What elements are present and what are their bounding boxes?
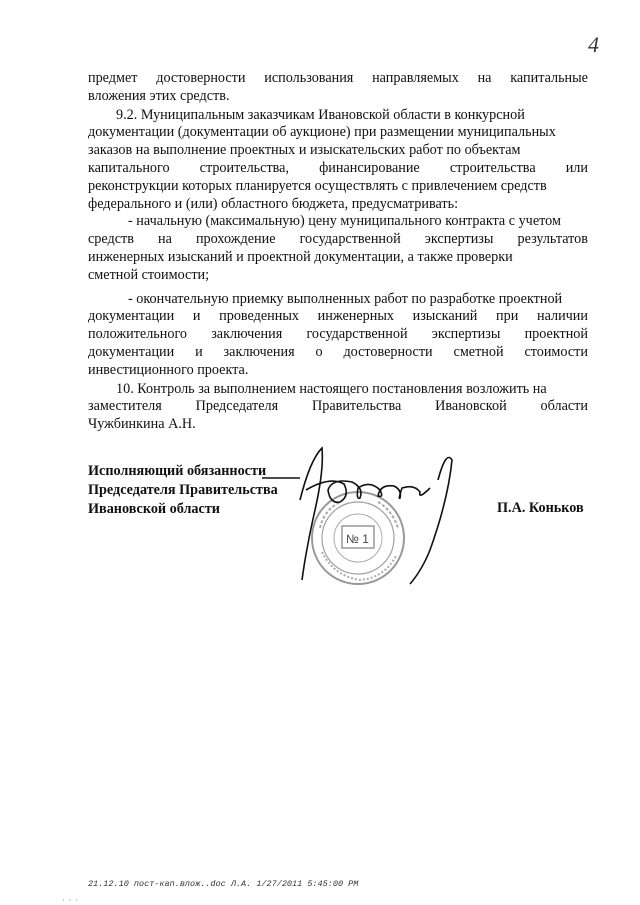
bullet-item-start: - начальную (максимальную) цену муниципального контракта с учетом	[128, 213, 561, 230]
signatory-name: П.А. Коньков	[497, 500, 584, 516]
text-line	[88, 308, 588, 326]
text-line	[88, 398, 588, 416]
word: на	[477, 70, 492, 86]
document-footer: 21.12.10 пост-кап.влож..doc Л.А. 1/27/2011 5:45:00 PM	[88, 879, 359, 889]
text-line	[88, 70, 588, 88]
word: на	[158, 231, 172, 248]
word: строительства	[449, 159, 536, 176]
word: средств	[88, 231, 134, 248]
page-number: 4	[588, 32, 599, 57]
word: наличии	[536, 308, 588, 325]
word: заключения	[223, 343, 295, 360]
word: проектной	[524, 326, 588, 343]
word: сметной	[453, 343, 504, 360]
paragraph-9-2-start: 9.2. Муниципальным заказчикам Ивановской области в конкурсной	[116, 106, 525, 123]
word: заключения	[211, 326, 283, 343]
word: экспертизы	[431, 326, 501, 343]
word: использования	[264, 70, 354, 86]
text-line: Чужбинкина А.Н.	[88, 416, 196, 433]
word: прохождение	[195, 231, 276, 248]
signatory-title-line: Ивановской области	[88, 501, 220, 517]
handwritten-signature	[262, 448, 452, 584]
word: экспертизы	[424, 231, 494, 248]
word: области	[540, 398, 588, 415]
word: направляемых	[372, 70, 459, 86]
word: изысканий	[412, 308, 478, 325]
word: стоимости	[524, 343, 588, 360]
word: государственной	[306, 326, 408, 343]
word: финансирование	[319, 159, 420, 176]
word: документации	[88, 308, 175, 325]
word: Правительства	[311, 398, 402, 415]
word: заместителя	[88, 398, 162, 415]
word: Ивановской	[435, 398, 507, 415]
corner-marks: · · ·	[62, 896, 79, 905]
text-line	[88, 231, 588, 249]
word: строительства,	[199, 159, 290, 176]
word: положительного	[88, 326, 188, 343]
word: и	[195, 343, 203, 360]
word: предмет	[88, 70, 138, 86]
document-body	[88, 70, 588, 434]
stamp-number: № 1	[346, 532, 369, 546]
word: документации	[88, 343, 175, 360]
text-line	[88, 326, 588, 344]
word: и	[192, 308, 201, 325]
text-line: инвестиционного проекта.	[88, 361, 249, 378]
word: результатов	[517, 231, 588, 248]
word: капитального	[88, 159, 170, 176]
word: государственной	[299, 231, 401, 248]
signatory-title-line: Председателя Правительства	[88, 482, 278, 498]
paragraph-10-start: 10. Контроль за выполнением настоящего постановления возложить на	[116, 380, 547, 397]
word: инженерных	[317, 308, 394, 325]
text-line: сметной стоимости;	[88, 266, 210, 283]
text-line: заказов на выполнение проектных и изыскательских работ по объектам	[88, 142, 521, 159]
text-line	[88, 160, 588, 178]
text-line: федерального и (или) областного бюджета, предусматривать:	[88, 195, 459, 212]
text-line: вложения этих средств.	[88, 87, 230, 104]
word: достоверности	[343, 343, 433, 360]
word: при	[496, 308, 519, 325]
word: о	[315, 343, 323, 360]
signatory-title-line: Исполняющий обязанности	[88, 463, 267, 479]
word: проведенных	[219, 308, 299, 325]
seal-stamp	[260, 440, 460, 590]
bullet-item-start: - окончательную приемку выполненных работ по разработке проектной	[128, 290, 563, 307]
text-line: документации (документации об аукционе) при размещении муниципальных	[88, 124, 556, 141]
word: капитальные	[510, 70, 588, 86]
text-line	[88, 344, 588, 362]
word: или	[565, 159, 588, 176]
text-line: инженерных изысканий и проектной документации, а также проверки	[88, 248, 513, 265]
text-line: реконструкции которых планируется осуществлять с привлечением средств	[88, 177, 547, 194]
signatory-title	[88, 462, 278, 519]
word: Председателя	[195, 398, 279, 415]
word: достоверности	[156, 70, 246, 86]
